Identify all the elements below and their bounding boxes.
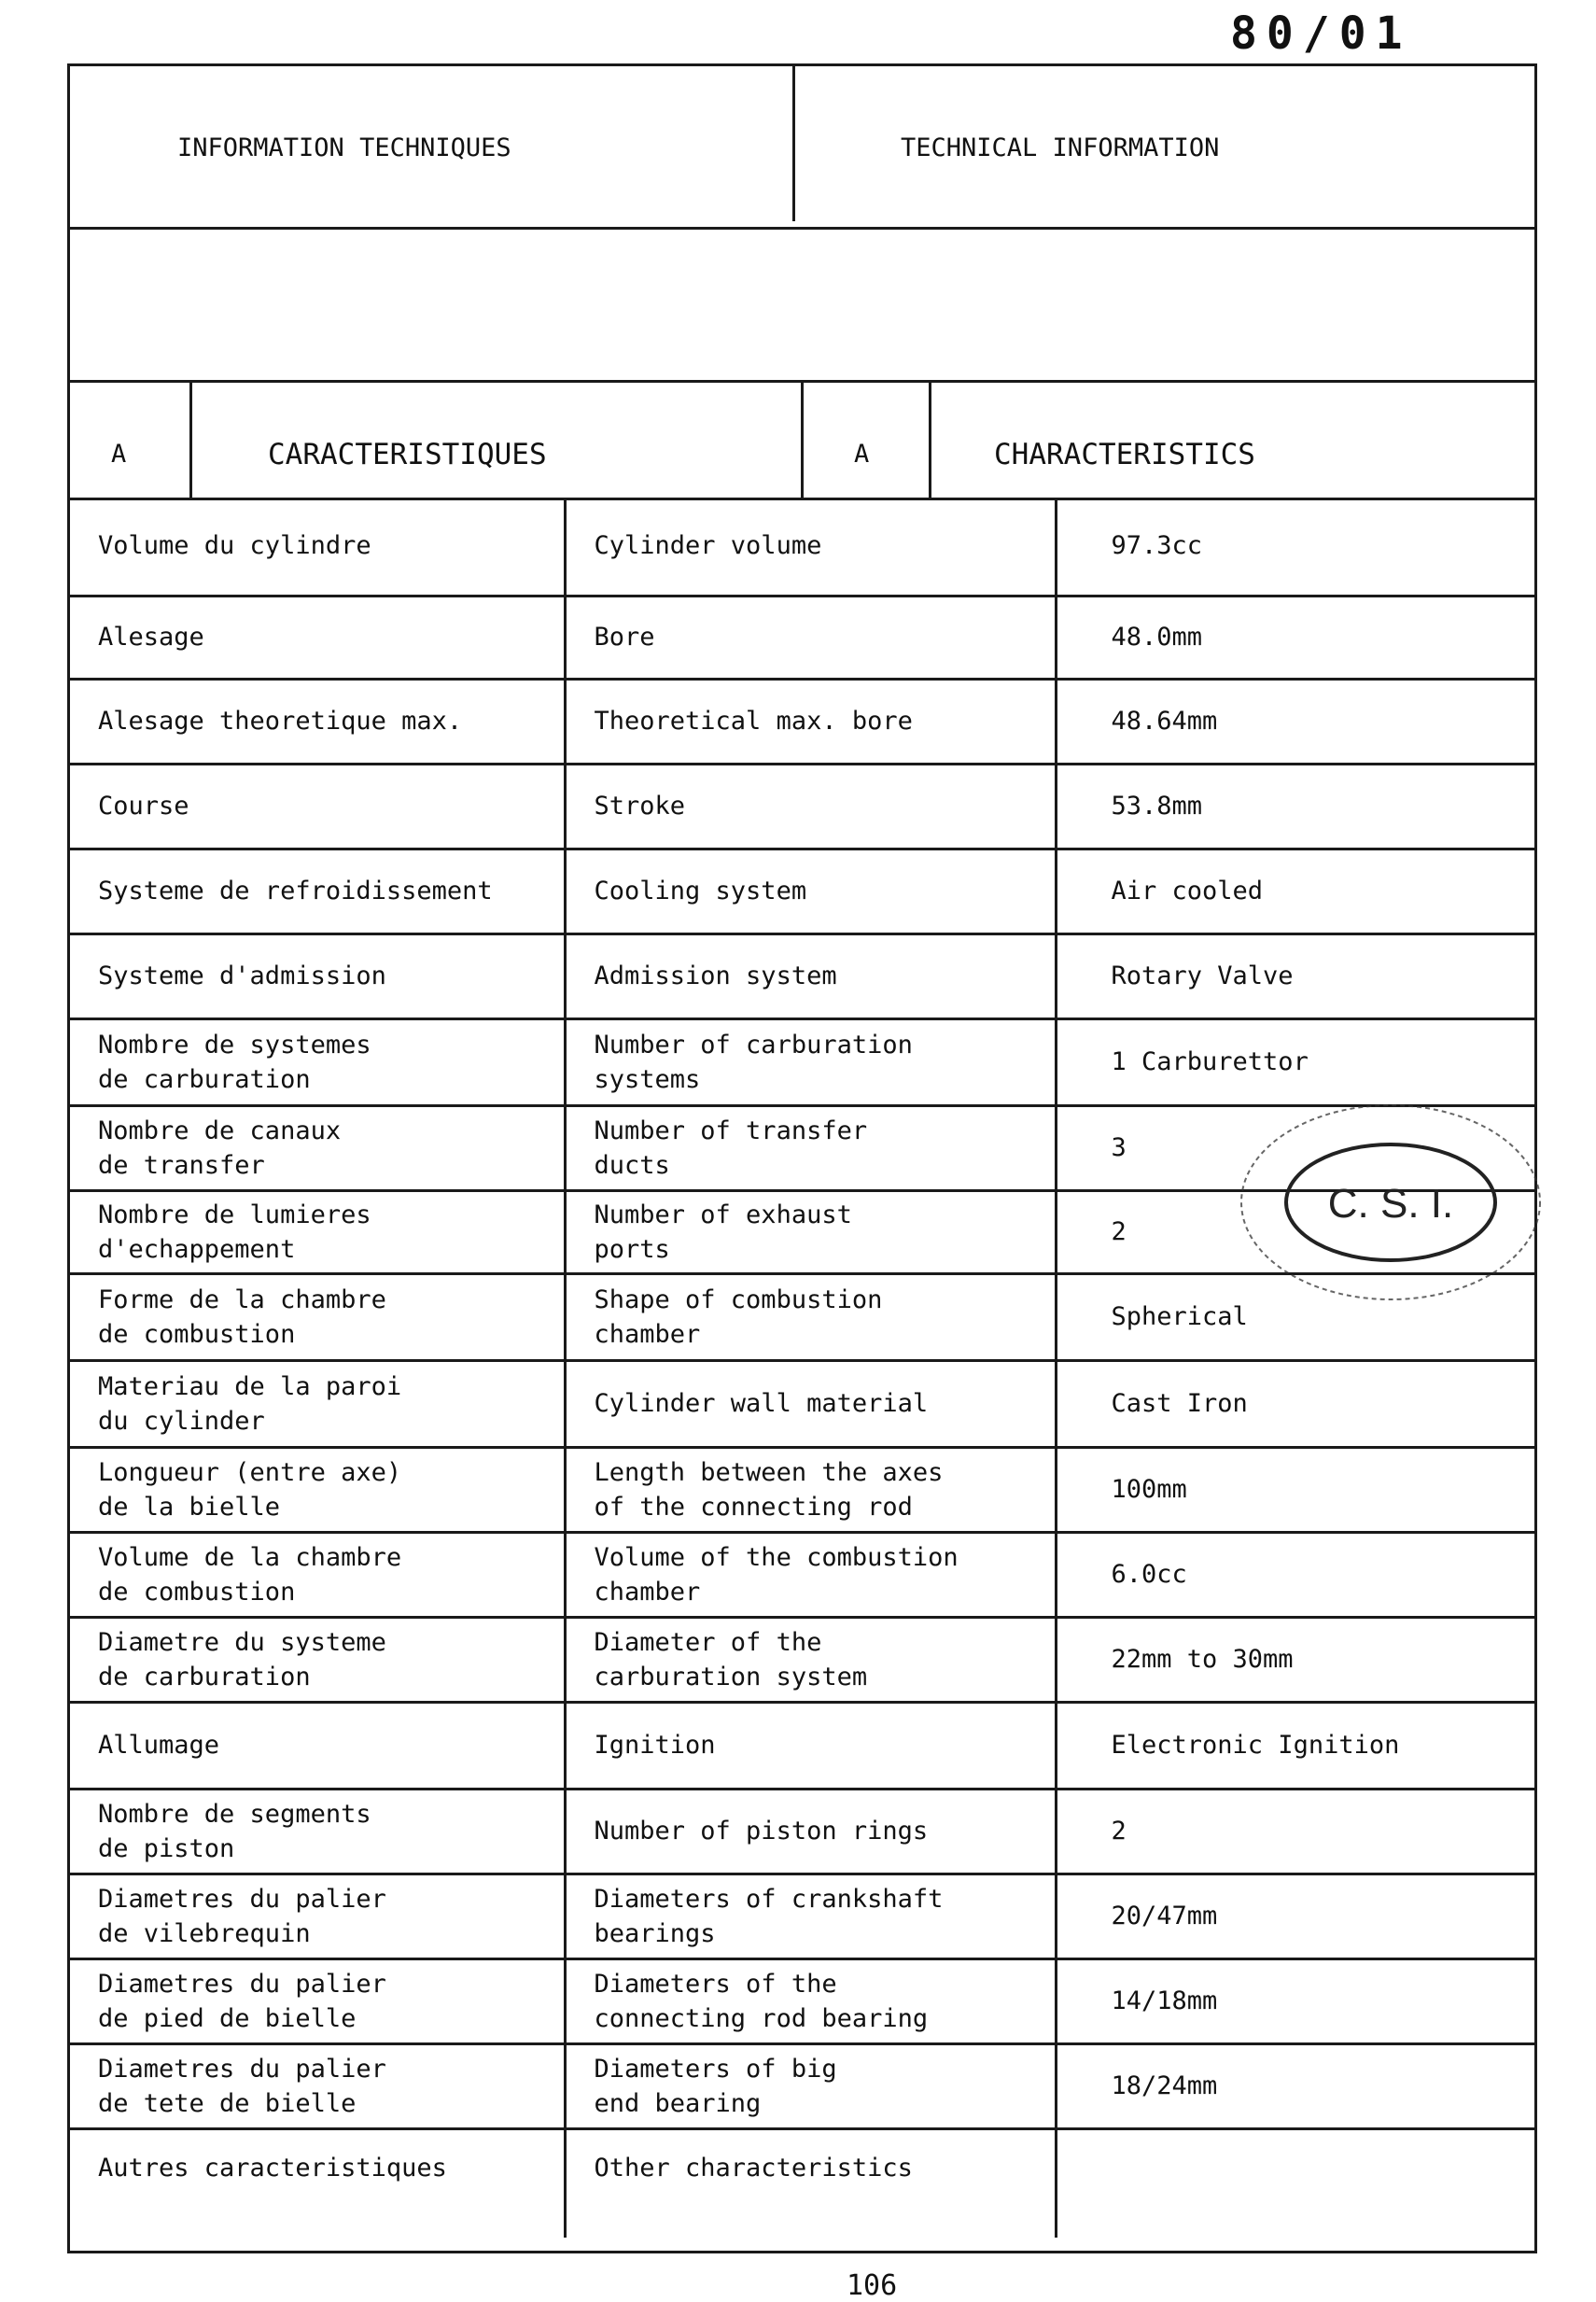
section-divider [189, 380, 192, 498]
english-label-text: Number of transfer ducts [594, 1116, 868, 1180]
value-cell [1056, 1360, 1534, 1447]
value-text: Rotary Valve [1111, 962, 1294, 990]
french-label-text: Forme de la chambre de combustion [98, 1284, 386, 1349]
french-label-text: Systeme d'admission [98, 962, 386, 990]
english-label-text: Number of carburation systems [594, 1030, 913, 1094]
english-label-text: Other characteristics [594, 2153, 913, 2183]
page-number: 106 [847, 2269, 898, 2302]
french-label-text: Nombre de segments de piston [98, 1799, 371, 1863]
value-text: 18/24mm [1111, 2071, 1218, 2100]
english-label-text: Bore [594, 623, 655, 652]
value-cell [1056, 764, 1534, 849]
french-label-text: Diametres du palier de vilebrequin [98, 1884, 386, 1948]
english-label-text: Diameters of the connecting rod bearing [594, 1969, 929, 2033]
value-cell [1056, 1958, 1534, 2043]
english-label-cell [565, 933, 1056, 1018]
english-label-cell [565, 1958, 1056, 2043]
value-text: Spherical [1111, 1302, 1248, 1331]
english-label-text: Cylinder volume [594, 531, 822, 561]
blank-band [70, 227, 1534, 383]
table-row [70, 679, 1534, 764]
csi-stamp [1230, 1092, 1557, 1316]
value-cell [1056, 596, 1534, 679]
french-label-cell [70, 1617, 565, 1702]
section-divider [929, 380, 931, 498]
english-label-text: Cooling system [594, 877, 807, 905]
french-label-cell [70, 498, 565, 596]
table-row [70, 1702, 1534, 1789]
french-label-cell [70, 1958, 565, 2043]
value-cell [1056, 1532, 1534, 1617]
english-label-cell [565, 1702, 1056, 1789]
value-cell [1056, 933, 1534, 1018]
table-row [70, 498, 1534, 596]
value-text: 97.3cc [1111, 531, 1203, 561]
french-label-text: Course [98, 792, 189, 821]
french-label-text: Nombre de lumieres d'echappement [98, 1200, 371, 1264]
french-label-text: Diametre du systeme de carburation [98, 1627, 386, 1691]
table-row [70, 1447, 1534, 1532]
english-label-cell [565, 1447, 1056, 1532]
french-label-cell [70, 933, 565, 1018]
table-row [70, 1874, 1534, 1958]
table-row [70, 1789, 1534, 1874]
english-label-cell [565, 1273, 1056, 1360]
header-title-english: TECHNICAL INFORMATION [901, 133, 1220, 162]
english-label-text: Ignition [594, 1731, 716, 1760]
french-label-cell [70, 1105, 565, 1190]
english-label-text: Cylinder wall material [594, 1389, 929, 1418]
french-label-cell [70, 1018, 565, 1105]
english-label-cell [565, 764, 1056, 849]
value-text: 53.8mm [1111, 792, 1203, 821]
value-text: 48.0mm [1111, 623, 1203, 652]
value-cell [1056, 679, 1534, 764]
table-row [70, 2043, 1534, 2128]
table-row [70, 1617, 1534, 1702]
english-label-cell [565, 679, 1056, 764]
value-text: 48.64mm [1111, 707, 1218, 736]
section-title-english: CHARACTERISTICS [994, 438, 1255, 471]
english-label-cell [565, 1874, 1056, 1958]
english-label-text: Shape of combustion chamber [594, 1284, 883, 1349]
english-label-cell [565, 1789, 1056, 1874]
table-row [70, 596, 1534, 679]
english-label-text: Diameters of crankshaft bearings [594, 1884, 944, 1948]
english-label-cell [565, 849, 1056, 933]
english-label-cell [565, 498, 1056, 596]
value-text: 2 [1111, 1217, 1127, 1246]
header-divider [792, 66, 795, 221]
stamp-text: C. S. I. [1327, 1181, 1454, 1227]
french-label-text: Autres caracteristiques [98, 2153, 447, 2183]
french-label-cell [70, 1447, 565, 1532]
english-label-text: Admission system [594, 962, 837, 990]
english-label-cell [565, 2128, 1056, 2238]
english-label-cell [565, 1617, 1056, 1702]
section-header [70, 380, 1534, 500]
value-cell [1056, 498, 1534, 596]
english-label-text: Theoretical max. bore [594, 707, 913, 736]
value-cell [1056, 2128, 1534, 2238]
english-label-text: Diameters of big end bearing [594, 2054, 837, 2118]
table-row [70, 849, 1534, 933]
table-row [70, 764, 1534, 849]
english-label-text: Diameter of the carburation system [594, 1627, 868, 1691]
section-divider [801, 380, 804, 498]
value-cell [1056, 1874, 1534, 1958]
value-text: 14/18mm [1111, 1986, 1218, 2015]
value-text: 20/47mm [1111, 1902, 1218, 1930]
french-label-text: Volume du cylindre [98, 531, 371, 561]
french-label-cell [70, 849, 565, 933]
table-row [70, 1958, 1534, 2043]
value-text: 100mm [1111, 1475, 1187, 1504]
value-text: 2 [1111, 1817, 1127, 1846]
english-label-cell [565, 1190, 1056, 1273]
english-label-text: Stroke [594, 792, 686, 821]
french-label-text: Materiau de la paroi du cylinder [98, 1371, 402, 1436]
french-label-cell [70, 1789, 565, 1874]
header-title-french: INFORMATION TECHNIQUES [177, 133, 511, 162]
table-row [70, 2128, 1534, 2238]
value-text: Air cooled [1111, 877, 1264, 905]
french-label-text: Longueur (entre axe) de la bielle [98, 1457, 402, 1522]
french-label-text: Nombre de canaux de transfer [98, 1116, 342, 1180]
value-text: Cast Iron [1111, 1389, 1248, 1418]
french-label-cell [70, 2128, 565, 2238]
english-label-cell [565, 2043, 1056, 2128]
table-row [70, 933, 1534, 1018]
english-label-cell [565, 1018, 1056, 1105]
english-label-text: Number of exhaust ports [594, 1200, 852, 1264]
table-row [70, 1360, 1534, 1447]
french-label-cell [70, 1360, 565, 1447]
french-label-cell [70, 596, 565, 679]
english-label-cell [565, 596, 1056, 679]
french-label-cell [70, 1532, 565, 1617]
section-title-french: CARACTERISTIQUES [268, 438, 547, 471]
english-label-cell [565, 1360, 1056, 1447]
value-cell [1056, 1447, 1534, 1532]
section-letter-french: A [111, 440, 127, 469]
french-label-text: Nombre de systemes de carburation [98, 1030, 371, 1094]
characteristics-table [70, 498, 1534, 2238]
value-cell [1056, 1702, 1534, 1789]
french-label-cell [70, 1190, 565, 1273]
french-label-text: Systeme de refroidissement [98, 877, 493, 905]
value-text: Electronic Ignition [1111, 1731, 1400, 1760]
value-text: 1 Carburettor [1111, 1047, 1309, 1076]
value-cell [1056, 1789, 1534, 1874]
value-cell [1056, 1617, 1534, 1702]
english-label-text: Length between the axes of the connecting rod [594, 1457, 944, 1522]
french-label-text: Alesage theoretique max. [98, 707, 463, 736]
section-letter-english: A [854, 440, 870, 469]
english-label-text: Volume of the combustion chamber [594, 1542, 959, 1607]
french-label-text: Alesage [98, 623, 204, 652]
french-label-cell [70, 764, 565, 849]
english-label-cell [565, 1532, 1056, 1617]
french-label-text: Diametres du palier de pied de bielle [98, 1969, 386, 2033]
french-label-cell [70, 1273, 565, 1360]
value-text: 6.0cc [1111, 1560, 1187, 1589]
french-label-cell [70, 1874, 565, 1958]
english-label-text: Number of piston rings [594, 1817, 929, 1846]
french-label-text: Diametres du palier de tete de bielle [98, 2054, 386, 2118]
french-label-cell [70, 679, 565, 764]
value-text: 22mm to 30mm [1111, 1645, 1294, 1674]
french-label-cell [70, 1702, 565, 1789]
document-number: 80/01 [1230, 7, 1412, 60]
value-cell [1056, 2043, 1534, 2128]
value-cell [1056, 849, 1534, 933]
french-label-cell [70, 2043, 565, 2128]
sheet-header [70, 66, 1534, 230]
english-label-cell [565, 1105, 1056, 1190]
french-label-text: Volume de la chambre de combustion [98, 1542, 402, 1607]
table-row [70, 1532, 1534, 1617]
value-text: 3 [1111, 1133, 1127, 1162]
french-label-text: Allumage [98, 1731, 220, 1760]
